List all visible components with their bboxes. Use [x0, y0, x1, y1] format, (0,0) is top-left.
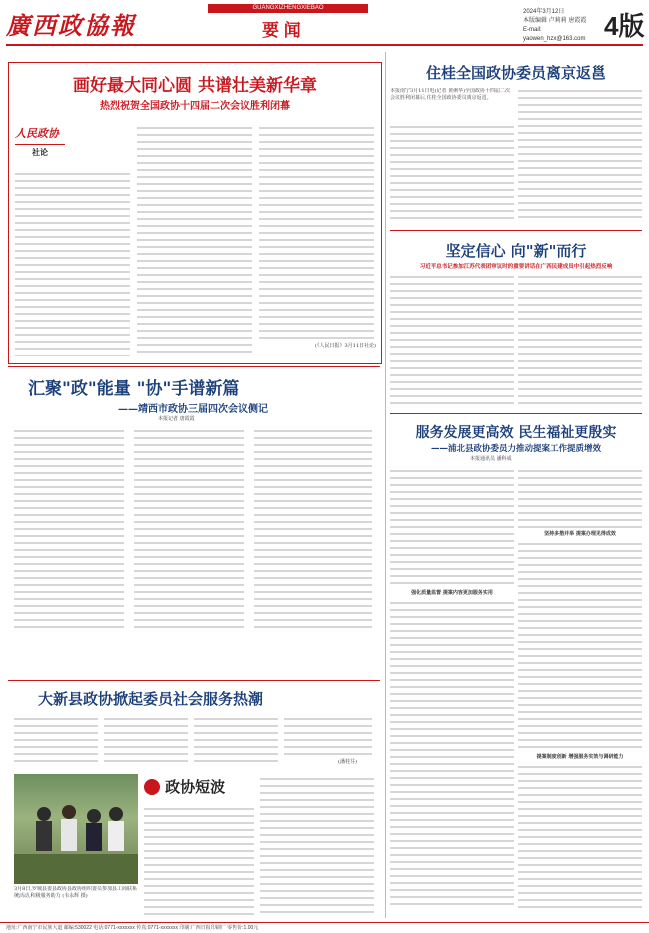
story5-col-3 — [194, 716, 278, 766]
story3-subhead: ——靖西市政协三届四次会议侧记 — [118, 404, 268, 415]
column-label: 人民政协 — [15, 127, 59, 140]
story5-col-4 — [284, 716, 372, 758]
editorial-source: (《人民日报》3月11日社论) — [315, 343, 376, 349]
section-name: 要 闻 — [262, 21, 301, 40]
story3-col-3 — [254, 428, 372, 628]
story-delegates-return — [390, 58, 642, 228]
story-daxin-body — [8, 716, 380, 766]
editorial-col-3 — [259, 125, 374, 340]
story1-col-1-body — [390, 124, 514, 223]
story2-headline: 坚定信心 向"新"而行 — [445, 242, 587, 260]
shortwave-title: 政协短波 — [165, 778, 226, 796]
story-confidence — [390, 236, 642, 411]
story4-subtitle-b: 提案制度创新 增强服务实效与调研能力 — [536, 754, 624, 760]
story4-col-1-bottom — [390, 600, 514, 910]
editorial-col-2 — [137, 125, 252, 356]
story-jingxi — [8, 370, 380, 635]
photo-people-icon — [14, 774, 138, 884]
issue-editors: 本版编辑 卢莉莉 唐霞霞 — [523, 18, 587, 24]
story3-headline: 汇聚"政"能量 "协"手谱新篇 — [28, 379, 240, 399]
shortwave-title-block — [144, 776, 244, 800]
story1-col-2 — [518, 88, 642, 223]
story4-subtitle-a: 坚持多措并举 提案办理见得成效 — [544, 531, 616, 537]
shortwave-col-2 — [260, 776, 374, 916]
issue-email: E-mail: yaowen_hzx@163.com — [523, 27, 586, 42]
story4-byline: 本报通讯员 潘科成 — [470, 456, 512, 462]
editorial-headline: 画好最大同心圆 共谱壮美新华章 — [73, 76, 317, 96]
shortwave-section — [8, 770, 380, 920]
story2-subhead: 习近平总书记参加江苏代表团审议时的重要讲话在广西民建成员中引起热烈反响 — [419, 264, 613, 270]
column-divider — [385, 52, 386, 918]
story4-col-1-top — [390, 468, 514, 588]
story-divider-1 — [390, 230, 642, 231]
page-footer: 地址:广西南宁市民族大道 邮编:530022 电话:0771-xxxxxxx 传真:0771-xxxxxxx 印刷:广西日报印刷厂 零售价:1.00元 — [0, 922, 649, 933]
story1-headline: 住桂全国政协委员离京返邕 — [425, 64, 606, 82]
photo-credit: (韦永辉 摄) — [62, 893, 88, 899]
editorial-subhead: 热烈祝贺全国政协十四届二次会议胜利闭幕 — [100, 101, 290, 112]
story4-col-2-top — [518, 468, 642, 528]
editorial-column-tag — [15, 125, 65, 165]
story4-col-2-mid — [518, 541, 642, 751]
shortwave-photo — [14, 774, 138, 884]
left-divider-1 — [8, 366, 380, 367]
story4-col-2-bottom — [518, 764, 642, 910]
masthead — [0, 0, 649, 46]
story5-byline: (潘桂芬) — [338, 759, 357, 765]
story2-col-2 — [518, 274, 642, 406]
story3-col-2 — [134, 428, 244, 628]
editorial-col-1 — [15, 171, 130, 356]
story2-col-1 — [390, 274, 514, 406]
story-pubei — [390, 418, 642, 918]
shortwave-icon — [144, 779, 160, 795]
issue-date: 2024年3月12日 — [523, 9, 565, 15]
story-divider-2 — [390, 413, 642, 414]
page-number: 4版 — [604, 11, 645, 41]
newspaper-pinyin: GUANGXIZHENGXIEBAO — [208, 4, 368, 13]
masthead-rule — [6, 44, 643, 46]
editorial-frame — [8, 62, 382, 364]
story3-col-1 — [14, 428, 124, 628]
issue-meta — [523, 8, 603, 44]
story4-subhead: ——浦北县政协委员力推动提案工作提质增效 — [430, 444, 601, 454]
left-divider-2 — [8, 680, 380, 681]
story4-headline: 服务发展更高效 民生福祉更殷实 — [415, 425, 617, 441]
story4-subtitle-c: 强化质量监督 提案内容更加服务实用 — [411, 590, 493, 596]
story5-headline: 大新县政协掀起委员社会服务热潮 — [38, 690, 264, 708]
story5-col-1 — [14, 716, 98, 766]
shortwave-col-1 — [144, 806, 254, 916]
shortwave-photo-caption — [14, 886, 138, 916]
column-type: 社论 — [15, 144, 65, 158]
story-daxin-header — [8, 686, 380, 712]
story1-lead: 本报南宁3月11日电(记者 黄俐华)全国政协十四届二次会议胜利闭幕后,住桂全国政协委员离京返邕。 — [390, 88, 511, 101]
story5-col-2 — [104, 716, 188, 766]
story3-byline: 本报记者 唐霞霞 — [158, 416, 195, 422]
photo-caption-text: 3月8日,罗城县委县政协县政协组织委员参加县工商联系统活动,积极服务助力 — [14, 886, 137, 899]
newspaper-title: 廣西政協報 — [6, 11, 136, 40]
